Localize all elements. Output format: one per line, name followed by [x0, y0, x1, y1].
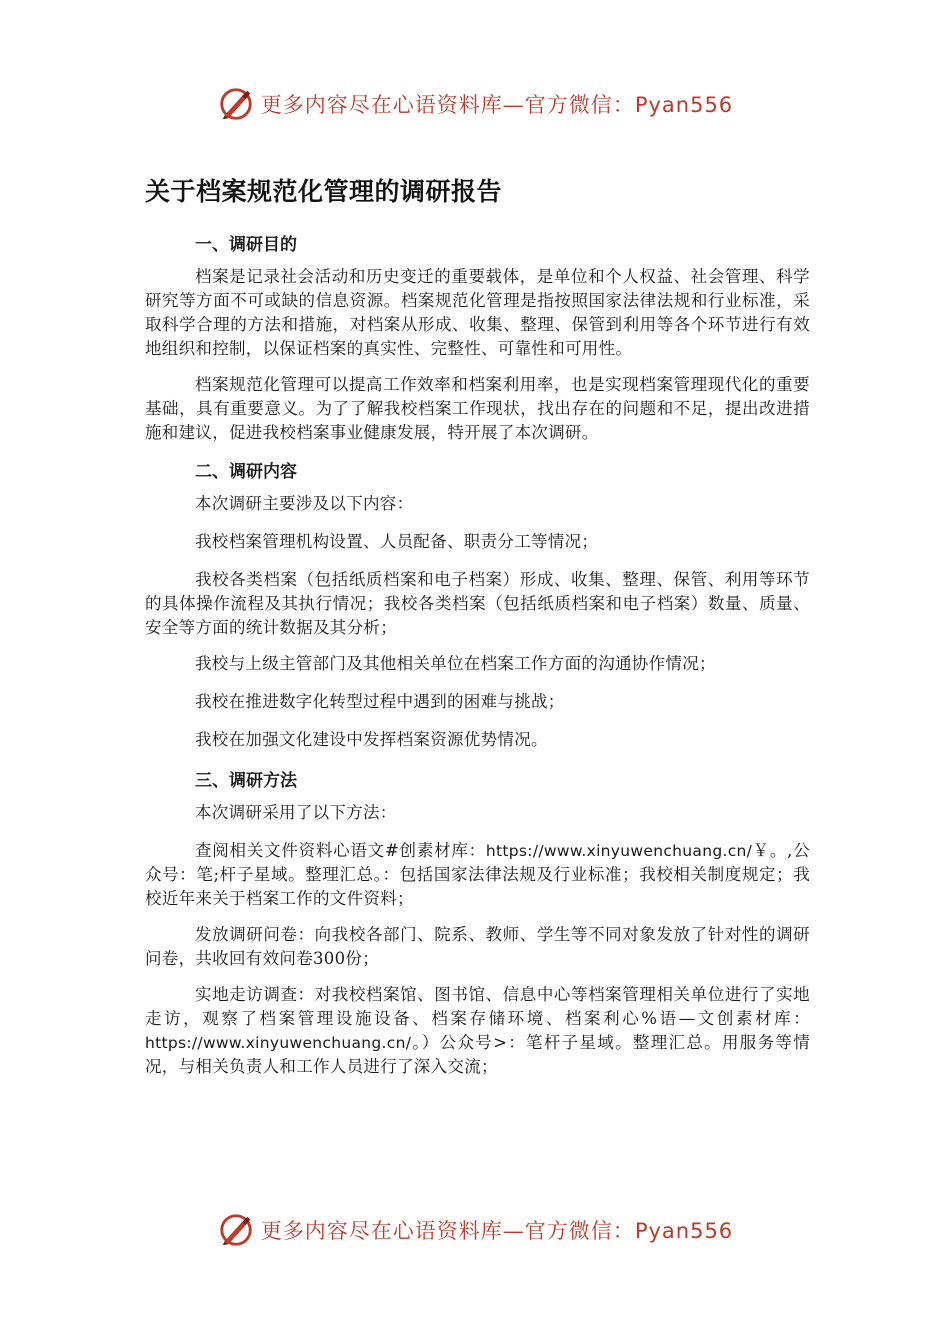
paragraph: 我校在加强文化建设中发挥档案资源优势情况。 — [195, 730, 548, 749]
section-heading: 一、调研目的 — [195, 235, 297, 255]
banner-text: 更多内容尽在心语资料库—官方微信：Pyan556 — [260, 1219, 734, 1243]
url-text: https://www.xinyuwenchuang.cn/ — [145, 1034, 412, 1052]
banner-text: 更多内容尽在心语资料库—官方微信：Pyan556 — [260, 93, 734, 117]
paragraph: 我校各类档案（包括纸质档案和电子档案）形成、收集、整理、保管、利用等环节的具体操作流程及其执行情况；我校各类档案（包括纸质档案和电子档案）数量、质量、安全等方面的统计数据及其分析； — [145, 570, 810, 637]
section-heading: 二、调研内容 — [195, 462, 297, 482]
paragraph: 档案是记录社会活动和历史变迁的重要载体，是单位和个人权益、社会管理、科学研究等方面不可或缺的信息资源。档案规范化管理是指按照国家法律法规和行业标准，采取科学合理的方法和措施，对档案从形成、收集、整理、保管到利用等各个环节进行有效地组织和控制，以保证档案的真实性、完整性、可靠性和可用性。 — [145, 267, 810, 358]
page-title: 关于档案规范化管理的调研报告 — [145, 177, 503, 206]
paragraph: 本次调研主要涉及以下内容： — [195, 494, 414, 513]
paragraph: 发放调研问卷：向我校各部门、院系、教师、学生等不同对象发放了针对性的调研问卷，共收回有效问卷300份； — [145, 925, 810, 968]
footer-banner — [0, 1210, 950, 1250]
section-heading: 三、调研方法 — [195, 771, 297, 791]
paragraph: 本次调研采用了以下方法： — [195, 803, 397, 822]
pen-circle-logo-icon — [217, 85, 255, 123]
paragraph: 查阅相关文件资料心语文#创素材库：https://www.xinyuwenchuang.cn/￥。,公众号：笔;杆子星域。整理汇总。：包括国家法律法规及行业标准；我校相关制度规定；我校近年来关于档案工作的文件资料； — [145, 841, 810, 908]
paragraph: 我校与上级主管部门及其他相关单位在档案工作方面的沟通协作情况； — [195, 654, 716, 673]
url-text: https://www.xinyuwenchuang.cn/ — [485, 842, 753, 860]
paragraph: 档案规范化管理可以提高工作效率和档案利用率，也是实现档案管理现代化的重要基础，具有重要意义。为了了解我校档案工作现状，找出存在的问题和不足，提出改进措施和建议，促进我校档案事业健康发展，特开展了本次调研。 — [145, 375, 810, 442]
document-body — [145, 172, 810, 1091]
paragraph: 实地走访调查：对我校档案馆、图书馆、信息中心等档案管理相关单位进行了实地走访，观察了档案管理设施设备、档案存储环境、档案利心%语—文创素材库：https://www.xinyuwenchuang.cn/。）公众号>：笔杆子星域。整理汇总。用服务等情况，与相关负责人和工作人员进行了深入交流； — [145, 985, 810, 1076]
pen-circle-logo-icon — [217, 1211, 255, 1249]
paragraph: 我校在推进数字化转型过程中遇到的困难与挑战； — [195, 692, 565, 711]
paragraph: 我校档案管理机构设置、人员配备、职责分工等情况； — [195, 532, 599, 551]
header-banner — [0, 84, 950, 124]
